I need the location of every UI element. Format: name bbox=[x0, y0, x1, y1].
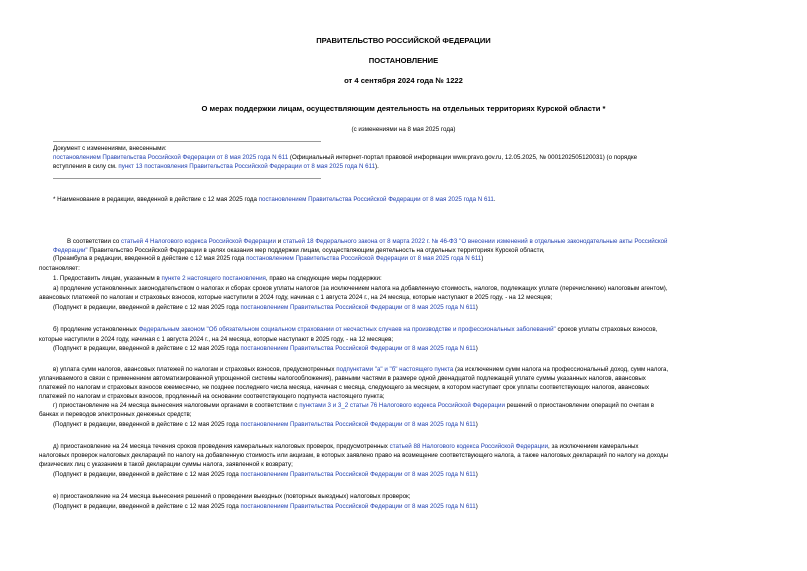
item-1: 1. Предоставить лицам, указанным в пункте 2 настоящего постановления, право на следующие меры поддержки: bbox=[53, 275, 382, 282]
decree-611-item13-link[interactable]: пункт 13 постановления Правительства Российской Федерации от 8 мая 2025 года N 611 bbox=[118, 162, 376, 170]
federal-law-social-insurance-link[interactable]: Федеральным законом "Об обязательном социальном страховании от несчастных случаев на производстве и профессиональных заболеваний" bbox=[138, 326, 556, 333]
divider-bottom bbox=[53, 178, 321, 179]
subitem-g-line-1: г) приостановление на 24 месяца вынесения налоговыми органами в соответствии с пунктами 3 и 3_2 статьи 76 Налогового кодекса Российской Федерации решений о приостановлении операций по счетам в bbox=[53, 402, 654, 409]
subitem-d-edition: (Подпункт в редакции, введенной в действие с 12 мая 2025 года постановлением Правительства Российской Федерации от 8 мая 2025 года N 611) bbox=[53, 470, 478, 478]
changes-note: (с изменениями на 8 мая 2025 года) bbox=[351, 126, 456, 133]
item-2-link[interactable]: пункте 2 настоящего постановления bbox=[161, 275, 266, 282]
subitem-v-line-1: в) уплата сумм налогов, авансовых платежей по налогам и страховых взносов, предусмотренных подпунктами "а" и "б" настоящего пункта (за исключением сумм налога на профессиональный доход, сумм налога, bbox=[53, 366, 669, 373]
tax-code-art88-link[interactable]: статьей 88 Налогового кодекса Российской Федерации bbox=[389, 443, 549, 450]
subitem-g-decree-link[interactable]: постановлением Правительства Российской Федерации от 8 мая 2025 года N 611 bbox=[240, 420, 476, 428]
federal-law-46fz-link-cont[interactable]: Федерации" bbox=[53, 246, 88, 254]
subitem-g-edition: (Подпункт в редакции, введенной в действие с 12 мая 2025 года постановлением Правительства Российской Федерации от 8 мая 2025 года N 611) bbox=[53, 420, 478, 428]
changes-line-1: постановлением Правительства Российской Федерации от 8 мая 2025 года N 611 (Официальный интернет-портал правовой информации www.pravo.gov.ru, 12.05.2025, № 0001202505120031) (о порядке bbox=[53, 154, 638, 161]
subitem-d-decree-link[interactable]: постановлением Правительства Российской Федерации от 8 мая 2025 года N 611 bbox=[240, 470, 476, 478]
subitem-a-decree-link[interactable]: постановлением Правительства Российской Федерации от 8 мая 2025 года N 611 bbox=[240, 303, 476, 311]
subitem-v-line-2: уплачиваемого в связи с применением автоматизированной упрощенной системы налогообложения), равными частями в размере одной двенадцатой подлежащей уплате суммы указанных налогов, авансовых bbox=[39, 375, 646, 382]
preamble-line-2: Федерации" Правительство Российской Федерации в целях оказания мер поддержки лицам, осуществляющим деятельность на отдельных территориях Курской области, bbox=[53, 246, 545, 254]
subitem-v-line-4: платежей по налогам и страховых взносов, продленный на основании соответствующего подпункта настоящего пункта; bbox=[39, 393, 385, 400]
subitem-e-edition: (Подпункт в редакции, введенной в действие с 12 мая 2025 года постановлением Правительства Российской Федерации от 8 мая 2025 года N 611) bbox=[53, 502, 478, 510]
tax-code-art4-link[interactable]: статьей 4 Налогового кодекса Российской Федерации bbox=[120, 238, 276, 245]
tax-code-art76-link[interactable]: пунктами 3 и 3_2 статьи 76 Налогового кодекса Российской Федерации bbox=[299, 402, 505, 409]
subitem-v-line-3: платежей по налогам и страховых взносов ежемесячно, не позднее последнего числа месяца, начиная с месяца, следующего за месяцем, в котором наступает срок уплаты соответствующих налогов, авансовых bbox=[39, 384, 649, 391]
changes-line-2: вступления в силу см. пункт 13 постановления Правительства Российской Федерации от 8 мая 2025 года N 611). bbox=[53, 162, 379, 170]
preamble: В соответствии со статьей 4 Налогового кодекса Российской Федерации и статьей 18 Федерального закона от 8 марта 2022 г. № 46-ФЗ "О внесении изменений в отдельные законодательные акты Российской bbox=[67, 238, 668, 245]
subitem-b-decree-link[interactable]: постановлением Правительства Российской Федерации от 8 мая 2025 года N 611 bbox=[240, 345, 476, 352]
document-type: ПОСТАНОВЛЕНИЕ bbox=[368, 56, 439, 65]
subitem-g-line-2: банках и переводов электронных денежных средств; bbox=[39, 411, 192, 418]
subitem-e-line-1: е) приостановление на 24 месяца вынесения решений о проведении выездных (повторных выездных) налоговых проверок; bbox=[53, 493, 411, 500]
subitem-b-line-1: б) продление установленных Федеральным законом "Об обязательном социальном страховании от несчастных случаев на производстве и профессиональных заболеваний" сроков уплаты страховых взносов, bbox=[53, 326, 658, 333]
federal-law-46fz-link[interactable]: статьей 18 Федерального закона от 8 марта 2022 г. № 46-ФЗ "О внесении изменений в отдельные законодательные акты Российской bbox=[282, 238, 668, 245]
subitem-a-edition: (Подпункт в редакции, введенной в действие с 12 мая 2025 года постановлением Правительства Российской Федерации от 8 мая 2025 года N 611) bbox=[53, 303, 478, 311]
subitem-d-line-2: налоговых проверок налоговых деклараций по налогу на добавленную стоимость или акцизам, в которых заявлено право на возмещение соответствующего налога, а также налоговых деклараций по налогу на доходы bbox=[39, 452, 669, 459]
subitem-d-line-1: д) приостановление на 24 месяца течения сроков проведения камеральных налоговых проверок, предусмотренных статьей 88 Налогового кодекса Российской Федерации, за исключением камеральных bbox=[53, 443, 639, 450]
subitem-a-line-1: а) продление установленных законодательством о налогах и сборах сроков уплаты налогов (за исключением налога на добавленную стоимость, налогов, подлежащих уплате (перечислению) налоговым агентом), bbox=[53, 285, 668, 292]
document-date-number: от 4 сентября 2024 года № 1222 bbox=[344, 76, 463, 85]
changes-text bbox=[53, 154, 755, 171]
preamble-edition-note: (Преамбула в редакции, введенной в действие с 12 мая 2025 года постановлением Правительства Российской Федерации от 8 мая 2025 года N 611) bbox=[53, 255, 484, 263]
document-title: О мерах поддержки лицам, осуществляющим деятельность на отдельных территориях Курской области * bbox=[201, 104, 606, 113]
subitems-a-b-link[interactable]: подпунктами "а" и "б" настоящего пункта bbox=[336, 366, 454, 373]
subitem-d-line-3: физических лиц с указанием в такой декларации суммы налога, заявленной к возврату; bbox=[39, 461, 293, 468]
decree-word: постановляет: bbox=[39, 265, 80, 272]
changes-intro: Документ с изменениями, внесенными: bbox=[53, 145, 167, 152]
preamble-decree-link[interactable]: постановлением Правительства Российской Федерации от 8 мая 2025 года N 611 bbox=[246, 255, 482, 263]
footnote-decree-link[interactable]: постановлением Правительства Российской Федерации от 8 мая 2025 года N 611 bbox=[258, 196, 494, 203]
subitem-b-line-2: которые наступили в 2024 году, начиная с 1 августа 2024 г., на 24 месяца, которые наступают в 2025 году, - на 12 месяцев; bbox=[39, 335, 394, 343]
government-name: ПРАВИТЕЛЬСТВО РОССИЙСКОЙ ФЕДЕРАЦИИ bbox=[316, 36, 491, 45]
footnote: * Наименование в редакции, введенной в действие с 12 мая 2025 года постановлением Правительства Российской Федерации от 8 мая 2025 года N 611. bbox=[53, 196, 496, 203]
subitem-e-decree-link[interactable]: постановлением Правительства Российской Федерации от 8 мая 2025 года N 611 bbox=[240, 502, 476, 510]
subitem-a-line-2: авансовых платежей по налогам и страховых взносов, которые наступили в 2024 году, начиная с 1 августа 2024 г., на 24 месяца, которые наступают в 2025 году, - на 12 месяцев; bbox=[39, 294, 553, 301]
subitem-b-edition: (Подпункт в редакции, введенной в действие с 12 мая 2025 года постановлением Правительства Российской Федерации от 8 мая 2025 года N 611) bbox=[53, 345, 478, 352]
decree-611-link[interactable]: постановлением Правительства Российской Федерации от 8 мая 2025 года N 611 bbox=[53, 154, 289, 161]
divider-top bbox=[53, 141, 321, 142]
